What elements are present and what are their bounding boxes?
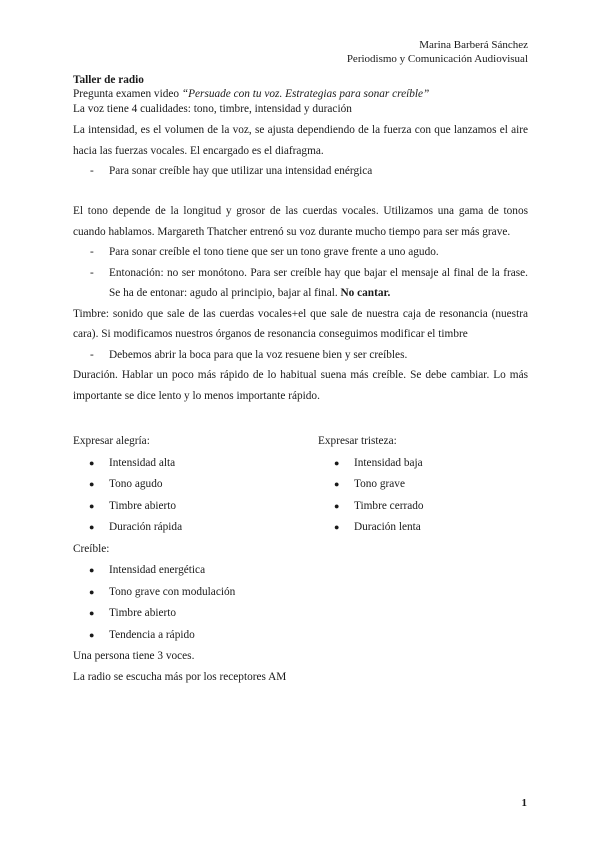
timbre-list <box>73 345 528 366</box>
list-item: ● Duración lenta <box>318 517 528 538</box>
list-item: ● Timbre abierto <box>73 603 528 624</box>
list-item: ● Intensidad energética <box>73 560 528 581</box>
intensity-paragraph: La intensidad, es el volumen de la voz, se ajusta dependiendo de la fuerza con que lanzamos el aire hacia las fuerzas vocales. El encargado es el diafragma. <box>73 124 528 157</box>
intonation-bold: No cantar. <box>340 287 391 300</box>
question-prefix: Pregunta examen video <box>73 88 182 101</box>
spacer <box>73 182 528 201</box>
list-item: ● Duración rápida <box>73 517 318 538</box>
page-number: 1 <box>521 797 527 809</box>
joy-list <box>73 453 318 539</box>
credible-heading: Creíble: <box>73 542 110 555</box>
list-item: ● Tono grave con modulación <box>73 582 528 603</box>
tone-item: - Para sonar creíble el tono tiene que ser un tono grave frente a uno agudo. <box>73 242 528 263</box>
sadness-column <box>318 431 528 538</box>
list-item: ● Tendencia a rápido <box>73 625 528 646</box>
list-item: ● Tono agudo <box>73 474 318 495</box>
intensity-item: - Para sonar creíble hay que utilizar una intensidad enérgica <box>73 161 528 182</box>
page-header <box>347 38 528 67</box>
timbre-paragraph: Timbre: sonido que sale de las cuerdas vocales+el que sale de nuestra caja de resonancia (nuestra cara). Si modificamos nuestros órganos de resonancia conseguimos modificar el timbre <box>73 307 528 341</box>
intensity-list <box>73 161 528 182</box>
credible-list <box>73 560 528 646</box>
list-item: ● Timbre cerrado <box>318 496 528 517</box>
joy-column <box>73 431 318 538</box>
document-title: Taller de radio <box>73 74 144 86</box>
timbre-item: - Debemos abrir la boca para que la voz resuene bien y ser creíbles. <box>73 345 528 366</box>
video-title: “Persuade con tu voz. Estrategias para sonar creíble” <box>181 88 430 101</box>
intro-line: La voz tiene 4 cualidades: tono, timbre, intensidad y duración <box>73 102 352 115</box>
duration-paragraph: Duración. Hablar un poco más rápido de lo habitual suena más creíble. Se debe cambiar. Lo más importante se dice lento y lo menos importante rápido. <box>73 369 528 402</box>
list-item: ● Timbre abierto <box>73 496 318 517</box>
question-line <box>73 87 528 101</box>
header-subject: Periodismo y Comunicación Audiovisual <box>346 53 528 66</box>
document-body <box>73 73 528 689</box>
closing-line-1: Una persona tiene 3 voces. <box>73 650 195 662</box>
tone-list <box>73 242 528 304</box>
sadness-list <box>318 453 528 539</box>
intonation-text: Entonación: no ser monótono. Para ser creíble hay que bajar el mensaje al final de la frase. Se ha de entonar: agudo al principio, bajar al final. <box>109 266 528 300</box>
closing-line-2: La radio se escucha más por los receptores AM <box>73 671 287 684</box>
spacer <box>73 406 528 425</box>
joy-heading: Expresar alegría: <box>73 435 150 448</box>
header-author: Marina Barberá Sánchez <box>419 39 528 51</box>
list-item: ● Intensidad baja <box>318 453 528 474</box>
intonation-item <box>73 263 528 304</box>
list-item: ● Tono grave <box>318 474 528 495</box>
sadness-heading: Expresar tristeza: <box>318 435 397 448</box>
tone-paragraph: El tono depende de la longitud y grosor de las cuerdas vocales. Utilizamos una gama de tonos cuando hablamos. Margareth Thatcher entrenó su voz durante mucho tiempo para ser más grave. <box>73 205 528 238</box>
list-item: ● Intensidad alta <box>73 453 318 474</box>
emotion-columns <box>73 431 528 538</box>
